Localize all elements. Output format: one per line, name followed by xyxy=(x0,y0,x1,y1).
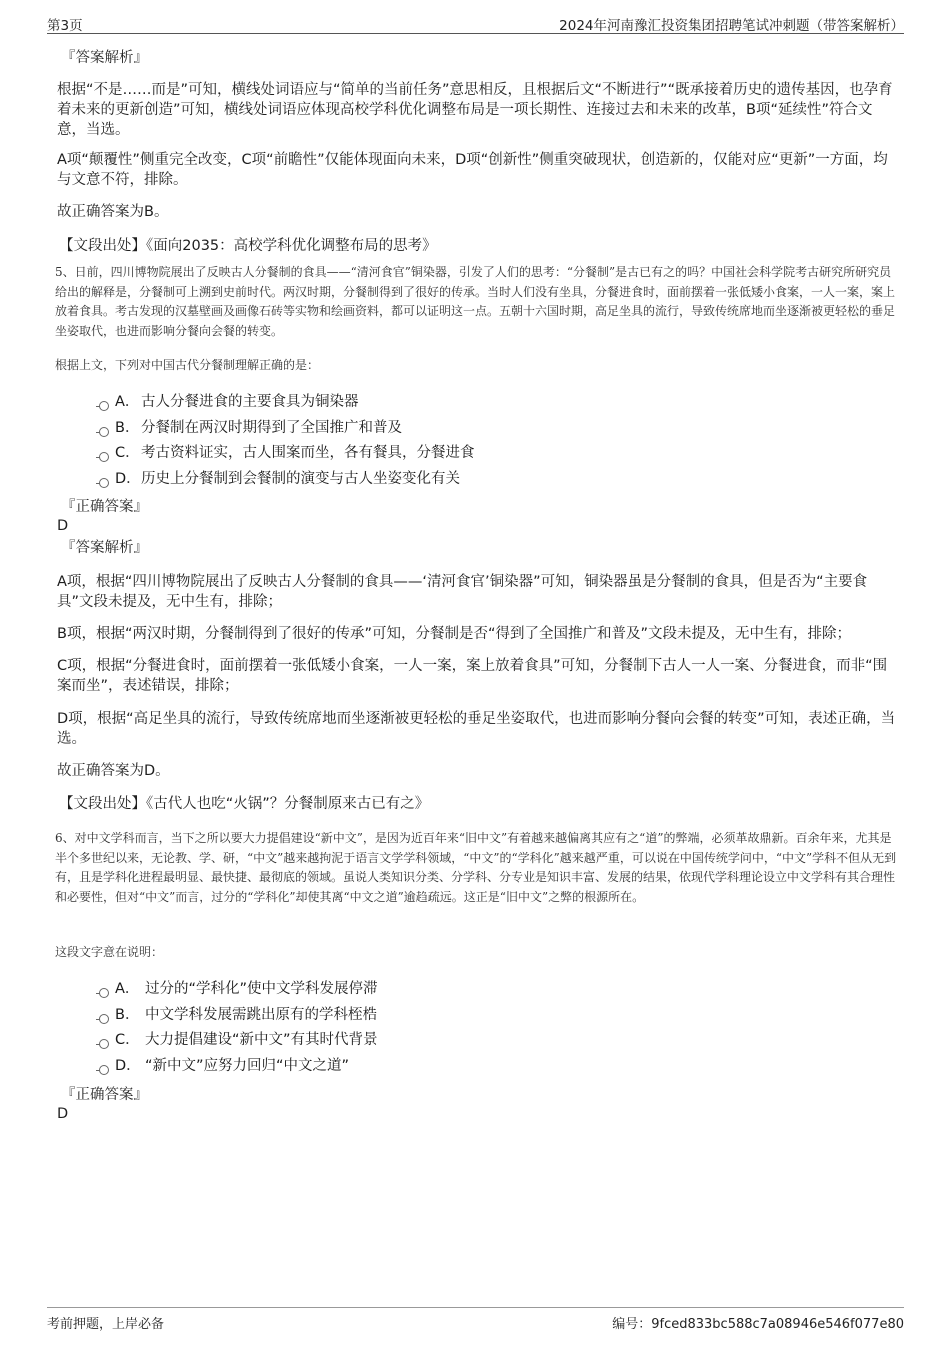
option-text: “新中文”应努力回归“中文之道” xyxy=(145,1058,350,1074)
q5-stem: 5、日前，四川博物院展出了反映古人分餐制的食具——“清河食官”铜染器，引发了人们的思考：“分餐制”是古已有之的吗？中国社会科学院考古研究所研究员给出的解释是，分餐制可上溯到史前时代。两汉时期，分餐制得到了很好的传承。当时人们没有坐具，分餐进食时，面前摆着一张低矮小食案，一人一案，案上放着食具。考古发现的汉墓壁画及画像石砖等实物和绘画资料，都可以证明这一点。五朝十六国时期，高足坐具的流行，导致传统席地而坐逐渐被更轻松的垂足坐姿取代，也进而影响分餐向会餐的转变。 xyxy=(55,265,896,338)
radio-icon[interactable] xyxy=(99,452,109,462)
page-number: 第3页 xyxy=(47,18,83,34)
header-divider xyxy=(47,33,904,34)
radio-icon[interactable] xyxy=(99,427,109,437)
option-letter: A． xyxy=(115,981,140,997)
q6-answer: D xyxy=(57,1106,69,1122)
q4-analysis-p2: A项“颠覆性”侧重完全改变，C项“前瞻性”仅能体现面向未来，D项“创新性”侧重突破现状，创造新的，仅能对应“更新”一方面，均与文意不符，排除。 xyxy=(57,152,888,188)
radio-icon[interactable] xyxy=(99,988,109,998)
q5-option-a[interactable] xyxy=(96,392,796,414)
document-title: 2024年河南豫汇投资集团招聘笔试冲刺题（带答案解析） xyxy=(559,18,904,34)
q4-analysis-label: 『答案解析』 xyxy=(61,50,148,66)
q4-analysis-p1: 根据“不是……而是”可知，横线处词语应与“简单的当前任务”意思相反，且根据后文“不断进行”“既承接着历史的遗传基因，也孕育着未来的更新创造”可知，横线处词语应体现高校学科优化调整布局是一项长期性、连接过去和未来的改革，B项“延续性”符合文意，当选。 xyxy=(57,82,893,138)
q5-answer: D xyxy=(57,518,69,534)
document-code xyxy=(612,1313,904,1332)
q5-options xyxy=(96,392,796,492)
option-letter: A． xyxy=(115,394,140,410)
option-letter: B． xyxy=(115,1007,140,1023)
radio-icon[interactable] xyxy=(99,1014,109,1024)
document-code-value: 9fced833bc588c7a08946e546f077e80 xyxy=(651,1317,904,1332)
q5-source: 【文段出处】《古代人也吃“火锅”？分餐制原来古已有之》 xyxy=(59,796,430,812)
radio-icon[interactable] xyxy=(99,1065,109,1075)
q6-option-a[interactable] xyxy=(96,979,796,1001)
option-text: 古人分餐进食的主要食具为铜染器 xyxy=(141,394,359,410)
option-letter: D． xyxy=(115,471,141,487)
footer-divider xyxy=(47,1307,904,1308)
option-text: 历史上分餐制到会餐制的演变与古人坐姿变化有关 xyxy=(141,471,460,487)
q6-answer-label: 『正确答案』 xyxy=(61,1087,148,1103)
q6-prompt: 这段文字意在说明： xyxy=(55,945,164,959)
q5-option-b[interactable] xyxy=(96,418,796,440)
q5-answer-label: 『正确答案』 xyxy=(61,499,148,515)
q5-conclusion: 故正确答案为D。 xyxy=(57,763,170,779)
radio-icon[interactable] xyxy=(99,1039,109,1049)
footer-slogan: 考前押题，上岸必备 xyxy=(47,1317,165,1332)
q6-stem: 6、对中文学科而言，当下之所以要大力提倡建设“新中文”，是因为近百年来“旧中文”有着越来越偏离其应有之“道”的弊端，必须革故鼎新。百余年来，尤其是半个多世纪以来，无论教、学、研，“中文”越来越拘泥于语言文学学科领域，“中文”的“学科化”越来越严重，可以说在中国传统学问中，“中文”学科不但从无到有，且是学科化进程最明显、最快捷、最彻底的领域。虽说人类知识分类、分学科、分专业是知识丰富、发展的结果，依现代学科理论设立中文学科有其合理性和必要性，但对“中文”而言，过分的“学科化”却使其离“中文之道”逾趋疏远。这正是“旧中文”之弊的根源所在。 xyxy=(55,831,897,904)
q5-prompt: 根据上文，下列对中国古代分餐制理解正确的是： xyxy=(55,358,320,372)
q5-option-c[interactable] xyxy=(96,443,796,465)
option-text: 考古资料证实，古人围案而坐，各有餐具，分餐进食 xyxy=(141,445,475,461)
option-letter: D． xyxy=(115,1058,141,1074)
option-text: 分餐制在两汉时期得到了全国推广和普及 xyxy=(141,420,402,436)
q4-source: 【文段出处】《面向2035：高校学科优化调整布局的思考》 xyxy=(59,238,437,254)
q6-option-c[interactable] xyxy=(96,1030,796,1052)
q6-options xyxy=(96,979,796,1079)
option-text: 中文学科发展需跳出原有的学科桎梏 xyxy=(145,1007,377,1023)
q5-analysis-label: 『答案解析』 xyxy=(61,540,148,556)
option-text: 大力提倡建设“新中文”有其时代背景 xyxy=(145,1032,378,1048)
q5-analysis-b: B项，根据“两汉时期，分餐制得到了很好的传承”可知，分餐制是否“得到了全国推广和普及”文段未提及，无中生有，排除； xyxy=(57,626,851,642)
option-letter: C． xyxy=(115,1032,140,1048)
q6-option-d[interactable] xyxy=(96,1056,796,1078)
q5-analysis-c: C项，根据“分餐进食时，面前摆着一张低矮小食案，一人一案，案上放着食具”可知，分餐制下古人一人一案、分餐进食，而非“围案而坐”，表述错误，排除； xyxy=(57,658,888,694)
document-code-label: 编号： xyxy=(612,1317,652,1332)
q5-analysis-d: D项，根据“高足坐具的流行，导致传统席地而坐逐渐被更轻松的垂足坐姿取代，也进而影响分餐向会餐的转变”可知，表述正确，当选。 xyxy=(57,711,896,747)
radio-icon[interactable] xyxy=(99,401,109,411)
option-letter: C． xyxy=(115,445,140,461)
q5-option-d[interactable] xyxy=(96,469,796,491)
option-text: 过分的“学科化”使中文学科发展停滞 xyxy=(145,981,378,997)
q5-analysis-a: A项，根据“四川博物院展出了反映古人分餐制的食具——‘清河食官’铜染器”可知，铜染器虽是分餐制的食具，但是否为“主要食具”文段未提及，无中生有，排除； xyxy=(57,574,868,610)
q4-conclusion: 故正确答案为B。 xyxy=(57,204,169,220)
radio-icon[interactable] xyxy=(99,478,109,488)
q6-option-b[interactable] xyxy=(96,1005,796,1027)
option-letter: B． xyxy=(115,420,140,436)
